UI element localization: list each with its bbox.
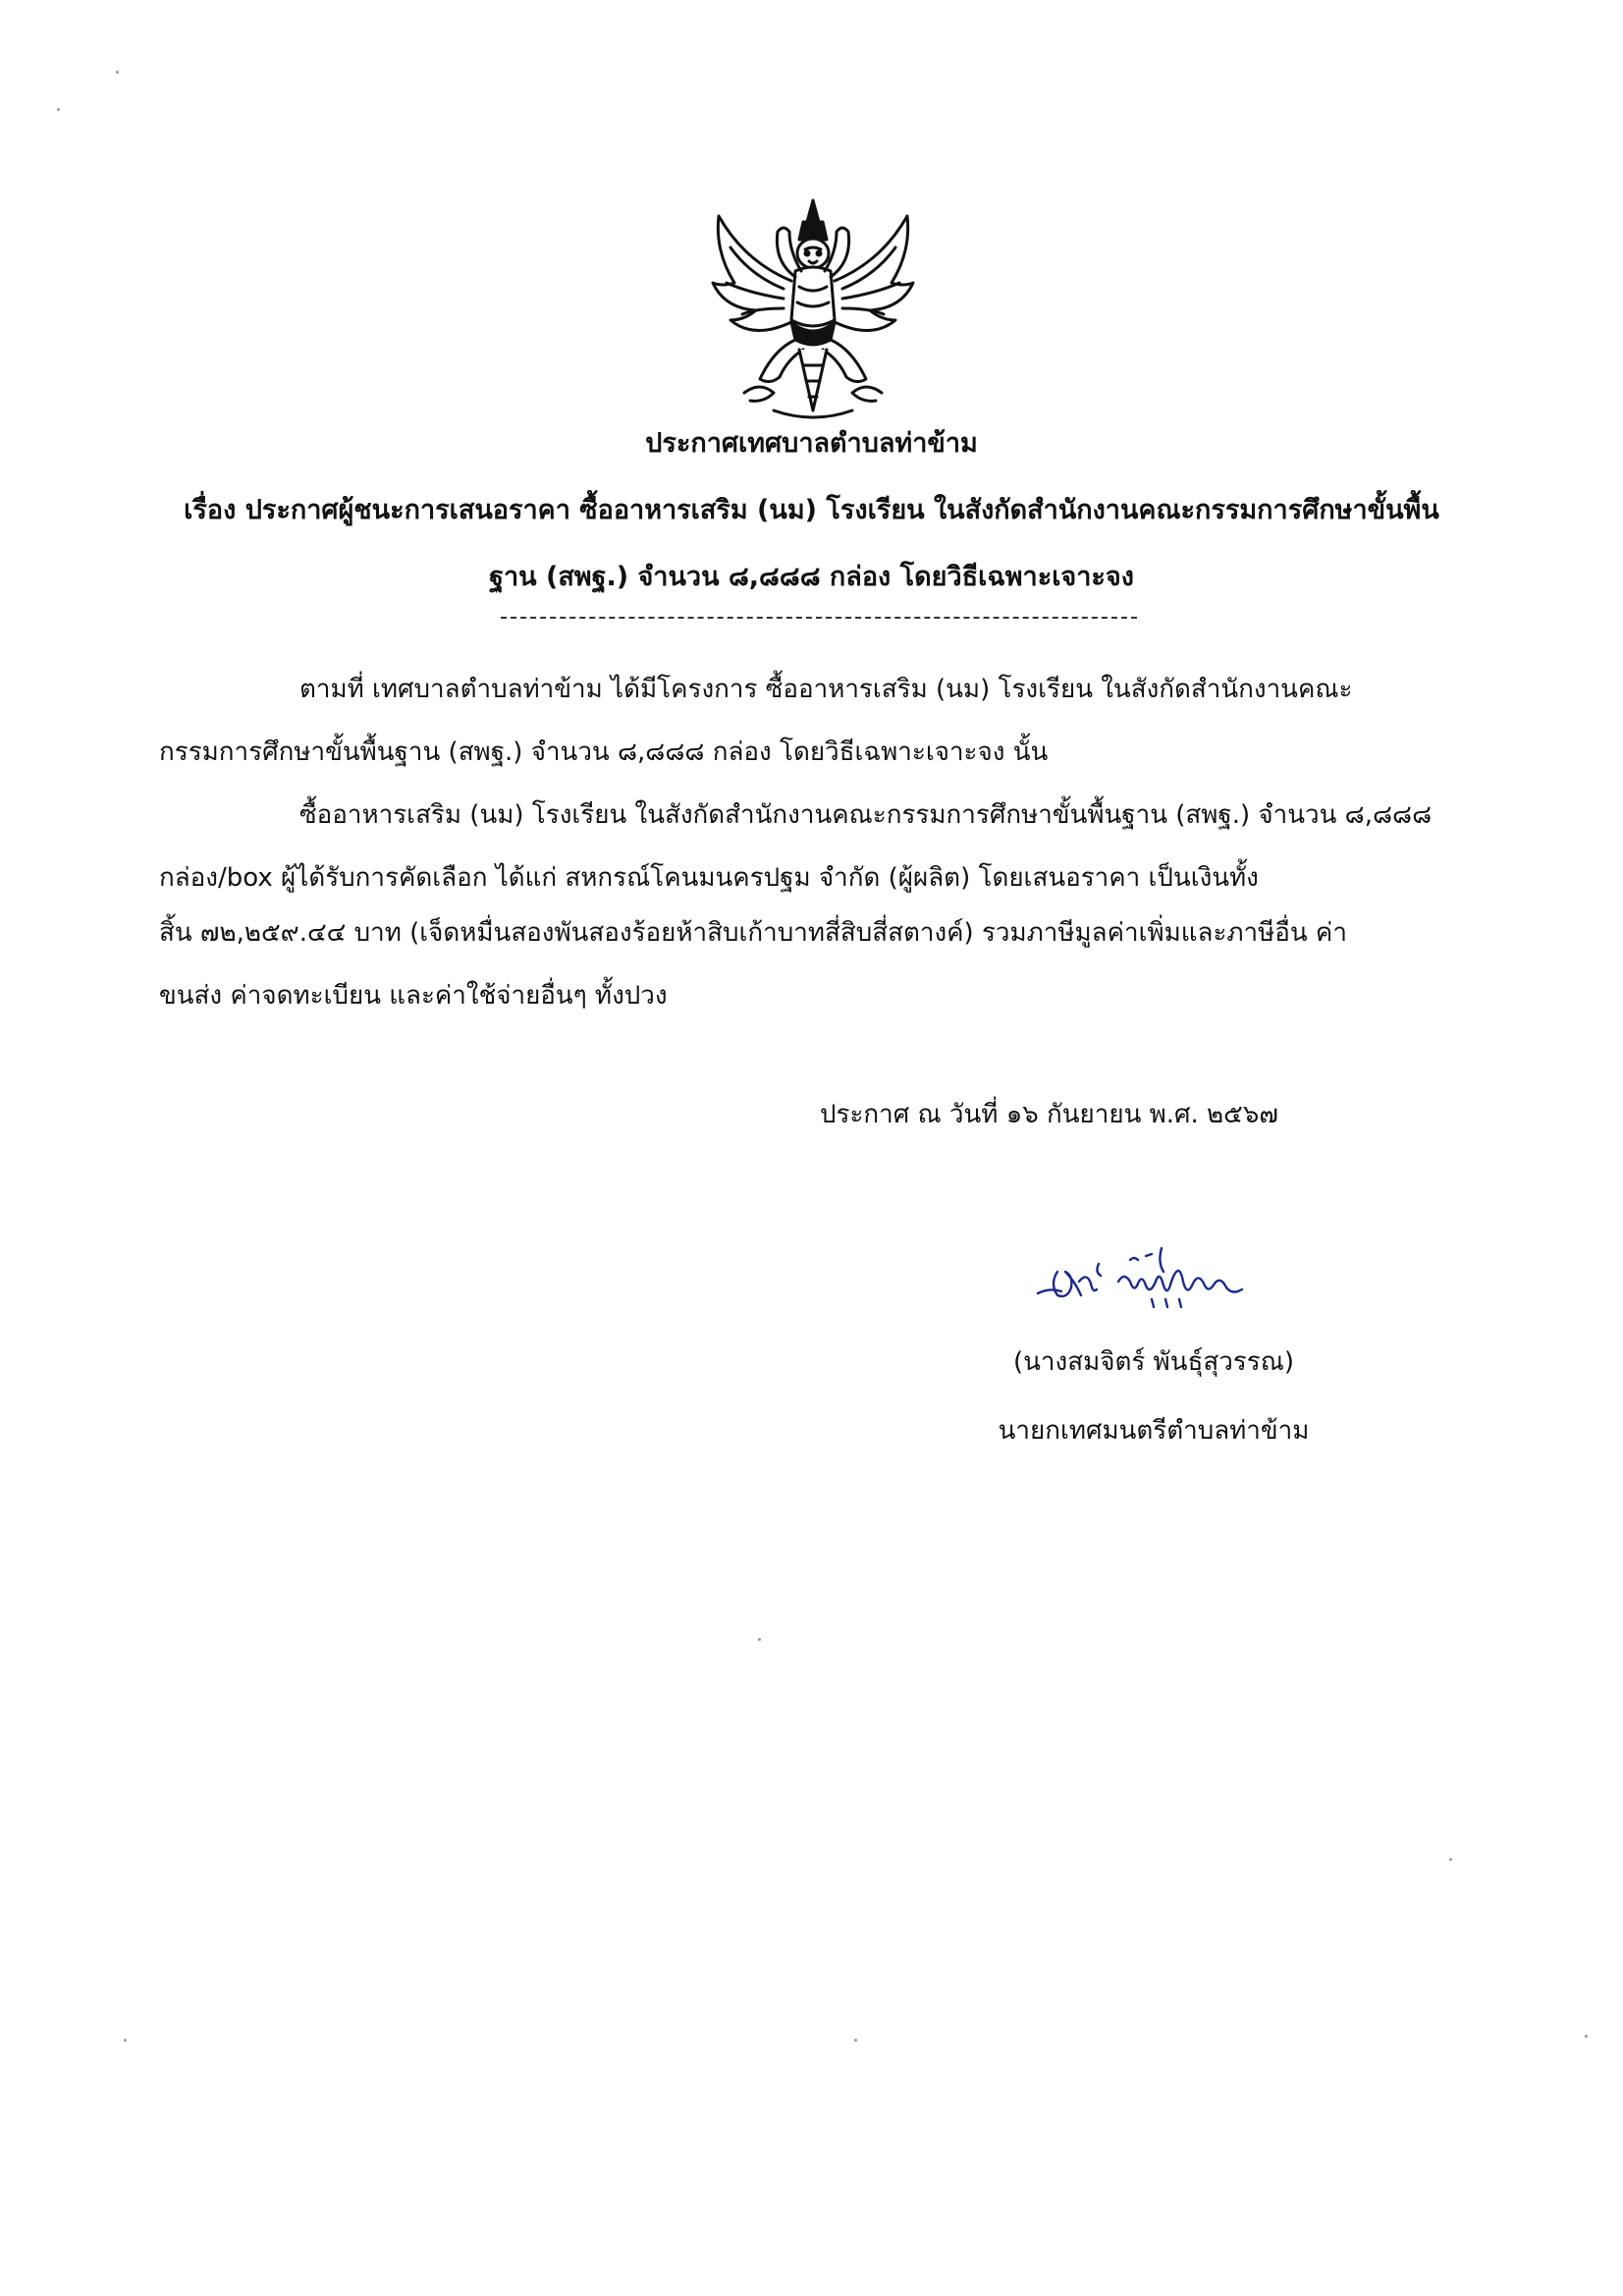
subject-line-1: เรื่อง ประกาศผู้ชนะการเสนอราคา ซื้ออาหารเสริม (นม) โรงเรียน ในสังกัดสำนักงานคณะกรรมการศึกษาขั้นพื้น <box>184 495 1439 525</box>
scan-speck <box>1585 2035 1588 2038</box>
paragraph-1-line-2: กรรมการศึกษาขั้นพื้นฐาน (สพฐ.) จำนวน ๘,๘๘๘ กล่อง โดยวิธีเฉพาะเจาะจง นั้น <box>159 738 1049 767</box>
paragraph-1-line-1: ตามที่ เทศบาลตำบลท่าข้าม ได้มีโครงการ ซื้ออาหารเสริม (นม) โรงเรียน ในสังกัดสำนักงานคณะ <box>299 675 1353 704</box>
handwritten-signature <box>1036 1242 1271 1311</box>
scan-speck <box>124 2039 127 2042</box>
scan-speck <box>854 2039 857 2042</box>
paragraph-2-line-2: กล่อง/box ผู้ได้รับการคัดเลือก ได้แก่ สหกรณ์โคนมนครปฐม จำกัด (ผู้ผลิต) โดยเสนอราคา เป็นเงินทั้ง <box>159 863 1259 893</box>
issuer-title: ประกาศเทศบาลตำบลท่าข้าม <box>645 428 978 459</box>
subject-line-2: ฐาน (สพฐ.) จำนวน ๘,๘๘๘ กล่อง โดยวิธีเฉพาะเจาะจง <box>489 562 1134 592</box>
paragraph-2-line-1: ซื้ออาหารเสริม (นม) โรงเรียน ในสังกัดสำนักงานคณะกรรมการศึกษาขั้นพื้นฐาน (สพฐ.) จำนวน ๘,๘๘๘ <box>299 800 1433 830</box>
scan-speck <box>57 108 60 111</box>
scan-speck <box>1449 1858 1452 1861</box>
signer-name: (นางสมจิตร์ พันธุ์สุวรรณ) <box>1012 1347 1294 1377</box>
signer-position: นายกเทศมนตรีตำบลท่าข้าม <box>998 1416 1310 1446</box>
paragraph-2-line-3: สิ้น ๗๒,๒๕๙.๔๔ บาท (เจ็ดหมื่นสองพันสองร้อยห้าสิบเก้าบาทสี่สิบสี่สตางค์) รวมภาษีมูลค่าเพิ่มและภาษีอื่น ค่า <box>159 918 1347 948</box>
announcement-date: ประกาศ ณ วันที่ ๑๖ กันยายน พ.ศ. ๒๕๖๗ <box>820 1100 1278 1129</box>
garuda-emblem <box>705 192 921 428</box>
dashed-divider <box>501 617 1137 619</box>
scan-speck <box>758 1638 761 1641</box>
paragraph-2-line-4: ขนส่ง ค่าจดทะเบียน และค่าใช้จ่ายอื่นๆ ทั้งปวง <box>159 981 668 1011</box>
scan-speck <box>116 71 119 74</box>
